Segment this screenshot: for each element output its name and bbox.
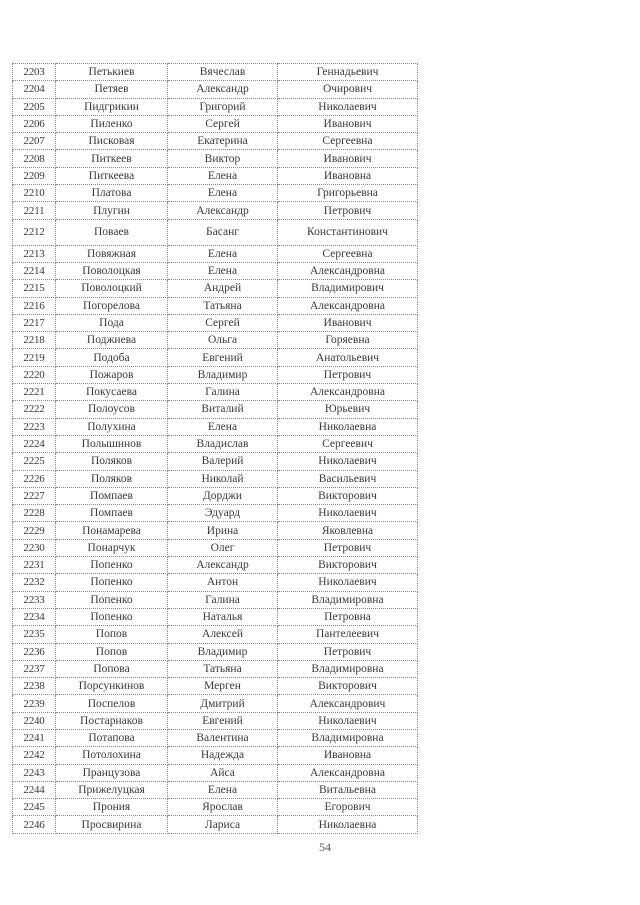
patronymic-cell: Витальевна (278, 781, 418, 798)
table-row (13, 729, 418, 746)
row-number-cell: 2210 (13, 185, 56, 202)
table-row (13, 470, 418, 487)
table-row (13, 608, 418, 625)
given-name-cell: Татьяна (168, 660, 278, 677)
given-name-cell: Дорджи (168, 487, 278, 504)
surname-cell: Пиленко (56, 115, 168, 132)
table-row (13, 799, 418, 816)
row-number-cell: 2246 (13, 816, 56, 833)
roster-sheet (12, 63, 417, 834)
given-name-cell: Валерий (168, 453, 278, 470)
given-name-cell: Алексей (168, 626, 278, 643)
table-row (13, 487, 418, 504)
patronymic-cell: Сергеевич (278, 435, 418, 452)
surname-cell: Петяев (56, 81, 168, 98)
row-number-cell: 2230 (13, 539, 56, 556)
surname-cell: Полоусов (56, 401, 168, 418)
surname-cell: Поволоцкая (56, 262, 168, 279)
surname-cell: Платова (56, 185, 168, 202)
row-number-cell: 2222 (13, 401, 56, 418)
table-row (13, 262, 418, 279)
table-row (13, 297, 418, 314)
given-name-cell: Ярослав (168, 799, 278, 816)
given-name-cell: Владимир (168, 366, 278, 383)
given-name-cell: Галина (168, 384, 278, 401)
table-row (13, 678, 418, 695)
surname-cell: Покусаева (56, 384, 168, 401)
patronymic-cell: Николаевич (278, 574, 418, 591)
table-row (13, 522, 418, 539)
table-row (13, 453, 418, 470)
given-name-cell: Елена (168, 245, 278, 262)
given-name-cell: Елена (168, 418, 278, 435)
patronymic-cell: Геннадьевич (278, 64, 418, 81)
patronymic-cell: Александровна (278, 297, 418, 314)
row-number-cell: 2224 (13, 435, 56, 452)
table-row (13, 764, 418, 781)
row-number-cell: 2207 (13, 133, 56, 150)
given-name-cell: Галина (168, 591, 278, 608)
given-name-cell: Ольга (168, 332, 278, 349)
surname-cell: Пранцузова (56, 764, 168, 781)
row-number-cell: 2220 (13, 366, 56, 383)
row-number-cell: 2206 (13, 115, 56, 132)
given-name-cell: Елена (168, 167, 278, 184)
surname-cell: Повяжная (56, 245, 168, 262)
patronymic-cell: Николаевич (278, 505, 418, 522)
table-row (13, 505, 418, 522)
given-name-cell: Сергей (168, 115, 278, 132)
patronymic-cell: Викторович (278, 557, 418, 574)
surname-cell: Поляков (56, 470, 168, 487)
given-name-cell: Валентина (168, 729, 278, 746)
given-name-cell: Ирина (168, 522, 278, 539)
row-number-cell: 2212 (13, 219, 56, 245)
surname-cell: Прижелуцкая (56, 781, 168, 798)
given-name-cell: Александр (168, 202, 278, 219)
table-row (13, 435, 418, 452)
surname-cell: Понамарева (56, 522, 168, 539)
row-number-cell: 2205 (13, 98, 56, 115)
row-number-cell: 2211 (13, 202, 56, 219)
surname-cell: Подоба (56, 349, 168, 366)
patronymic-cell: Ивановна (278, 747, 418, 764)
given-name-cell: Николай (168, 470, 278, 487)
patronymic-cell: Иванович (278, 150, 418, 167)
given-name-cell: Виктор (168, 150, 278, 167)
given-name-cell: Олег (168, 539, 278, 556)
row-number-cell: 2227 (13, 487, 56, 504)
patronymic-cell: Николаевич (278, 98, 418, 115)
patronymic-cell: Ивановна (278, 167, 418, 184)
surname-cell: Потолохина (56, 747, 168, 764)
table-row (13, 712, 418, 729)
surname-cell: Питкеева (56, 167, 168, 184)
table-row (13, 591, 418, 608)
row-number-cell: 2236 (13, 643, 56, 660)
patronymic-cell: Григорьевна (278, 185, 418, 202)
table-row (13, 64, 418, 81)
table-row (13, 574, 418, 591)
given-name-cell: Владислав (168, 435, 278, 452)
given-name-cell: Басанг (168, 219, 278, 245)
patronymic-cell: Иванович (278, 314, 418, 331)
surname-cell: Попенко (56, 608, 168, 625)
patronymic-cell: Петровна (278, 608, 418, 625)
surname-cell: Попенко (56, 591, 168, 608)
surname-cell: Поваев (56, 219, 168, 245)
patronymic-cell: Александрович (278, 695, 418, 712)
table-row (13, 781, 418, 798)
surname-cell: Плугин (56, 202, 168, 219)
roster-table (12, 63, 418, 834)
table-row (13, 557, 418, 574)
row-number-cell: 2226 (13, 470, 56, 487)
given-name-cell: Лариса (168, 816, 278, 833)
patronymic-cell: Константинович (278, 219, 418, 245)
surname-cell: Прония (56, 799, 168, 816)
patronymic-cell: Петрович (278, 539, 418, 556)
row-number-cell: 2241 (13, 729, 56, 746)
table-row (13, 81, 418, 98)
table-row (13, 133, 418, 150)
row-number-cell: 2218 (13, 332, 56, 349)
table-row (13, 150, 418, 167)
surname-cell: Питкеев (56, 150, 168, 167)
row-number-cell: 2229 (13, 522, 56, 539)
table-row (13, 366, 418, 383)
surname-cell: Поляков (56, 453, 168, 470)
patronymic-cell: Юрьевич (278, 401, 418, 418)
table-row (13, 418, 418, 435)
patronymic-cell: Очирович (278, 81, 418, 98)
patronymic-cell: Егорович (278, 799, 418, 816)
row-number-cell: 2214 (13, 262, 56, 279)
roster-table-body (13, 64, 418, 834)
patronymic-cell: Александровна (278, 764, 418, 781)
table-row (13, 695, 418, 712)
given-name-cell: Дмитрий (168, 695, 278, 712)
given-name-cell: Евгений (168, 712, 278, 729)
given-name-cell: Григорий (168, 98, 278, 115)
given-name-cell: Айса (168, 764, 278, 781)
surname-cell: Пода (56, 314, 168, 331)
given-name-cell: Екатерина (168, 133, 278, 150)
row-number-cell: 2228 (13, 505, 56, 522)
row-number-cell: 2235 (13, 626, 56, 643)
row-number-cell: 2233 (13, 591, 56, 608)
table-row (13, 643, 418, 660)
row-number-cell: 2213 (13, 245, 56, 262)
given-name-cell: Татьяна (168, 297, 278, 314)
row-number-cell: 2219 (13, 349, 56, 366)
table-row (13, 280, 418, 297)
row-number-cell: 2244 (13, 781, 56, 798)
row-number-cell: 2208 (13, 150, 56, 167)
row-number-cell: 2238 (13, 678, 56, 695)
patronymic-cell: Яковлевна (278, 522, 418, 539)
table-row (13, 626, 418, 643)
table-row (13, 332, 418, 349)
row-number-cell: 2203 (13, 64, 56, 81)
row-number-cell: 2223 (13, 418, 56, 435)
given-name-cell: Мерген (168, 678, 278, 695)
surname-cell: Помпаев (56, 487, 168, 504)
patronymic-cell: Сергеевна (278, 133, 418, 150)
given-name-cell: Елена (168, 185, 278, 202)
patronymic-cell: Сергеевна (278, 245, 418, 262)
given-name-cell: Наталья (168, 608, 278, 625)
surname-cell: Потапова (56, 729, 168, 746)
patronymic-cell: Владимировна (278, 660, 418, 677)
table-row (13, 539, 418, 556)
patronymic-cell: Горяевна (278, 332, 418, 349)
row-number-cell: 2204 (13, 81, 56, 98)
row-number-cell: 2245 (13, 799, 56, 816)
surname-cell: Попенко (56, 557, 168, 574)
patronymic-cell: Пантелеевич (278, 626, 418, 643)
row-number-cell: 2240 (13, 712, 56, 729)
patronymic-cell: Викторович (278, 487, 418, 504)
table-row (13, 816, 418, 833)
row-number-cell: 2234 (13, 608, 56, 625)
patronymic-cell: Владимировна (278, 591, 418, 608)
row-number-cell: 2221 (13, 384, 56, 401)
table-row (13, 98, 418, 115)
given-name-cell: Елена (168, 781, 278, 798)
surname-cell: Попов (56, 626, 168, 643)
patronymic-cell: Петрович (278, 643, 418, 660)
surname-cell: Пидгрикин (56, 98, 168, 115)
patronymic-cell: Николаевич (278, 453, 418, 470)
surname-cell: Попова (56, 660, 168, 677)
patronymic-cell: Владимировна (278, 729, 418, 746)
table-row (13, 245, 418, 262)
table-row (13, 660, 418, 677)
row-number-cell: 2209 (13, 167, 56, 184)
given-name-cell: Сергей (168, 314, 278, 331)
patronymic-cell: Иванович (278, 115, 418, 132)
surname-cell: Постарнаков (56, 712, 168, 729)
row-number-cell: 2215 (13, 280, 56, 297)
patronymic-cell: Викторович (278, 678, 418, 695)
surname-cell: Помпаев (56, 505, 168, 522)
patronymic-cell: Анатольевич (278, 349, 418, 366)
table-row (13, 747, 418, 764)
table-row (13, 115, 418, 132)
surname-cell: Понарчук (56, 539, 168, 556)
table-row (13, 314, 418, 331)
table-row (13, 401, 418, 418)
row-number-cell: 2217 (13, 314, 56, 331)
row-number-cell: 2243 (13, 764, 56, 781)
row-number-cell: 2239 (13, 695, 56, 712)
surname-cell: Поджиева (56, 332, 168, 349)
surname-cell: Просвирина (56, 816, 168, 833)
surname-cell: Петькиев (56, 64, 168, 81)
row-number-cell: 2232 (13, 574, 56, 591)
patronymic-cell: Александровна (278, 262, 418, 279)
given-name-cell: Евгений (168, 349, 278, 366)
surname-cell: Попенко (56, 574, 168, 591)
row-number-cell: 2231 (13, 557, 56, 574)
patronymic-cell: Петрович (278, 202, 418, 219)
patronymic-cell: Николаевна (278, 816, 418, 833)
patronymic-cell: Николаевна (278, 418, 418, 435)
surname-cell: Попов (56, 643, 168, 660)
surname-cell: Поспелов (56, 695, 168, 712)
row-number-cell: 2237 (13, 660, 56, 677)
table-row (13, 185, 418, 202)
surname-cell: Полухина (56, 418, 168, 435)
table-row (13, 349, 418, 366)
given-name-cell: Александр (168, 557, 278, 574)
given-name-cell: Эдуард (168, 505, 278, 522)
row-number-cell: 2242 (13, 747, 56, 764)
patronymic-cell: Владимирович (278, 280, 418, 297)
table-row (13, 167, 418, 184)
surname-cell: Пожаров (56, 366, 168, 383)
surname-cell: Погорелова (56, 297, 168, 314)
surname-cell: Полышинов (56, 435, 168, 452)
given-name-cell: Надежда (168, 747, 278, 764)
given-name-cell: Андрей (168, 280, 278, 297)
surname-cell: Писковая (56, 133, 168, 150)
given-name-cell: Виталий (168, 401, 278, 418)
given-name-cell: Александр (168, 81, 278, 98)
surname-cell: Поволоцкий (56, 280, 168, 297)
patronymic-cell: Васильевич (278, 470, 418, 487)
row-number-cell: 2225 (13, 453, 56, 470)
page-number: 54 (319, 840, 331, 854)
row-number-cell: 2216 (13, 297, 56, 314)
patronymic-cell: Николаевич (278, 712, 418, 729)
patronymic-cell: Петрович (278, 366, 418, 383)
table-row (13, 384, 418, 401)
given-name-cell: Владимир (168, 643, 278, 660)
patronymic-cell: Александровна (278, 384, 418, 401)
table-row (13, 219, 418, 245)
given-name-cell: Антон (168, 574, 278, 591)
given-name-cell: Елена (168, 262, 278, 279)
given-name-cell: Вячеслав (168, 64, 278, 81)
surname-cell: Порсункинов (56, 678, 168, 695)
table-row (13, 202, 418, 219)
